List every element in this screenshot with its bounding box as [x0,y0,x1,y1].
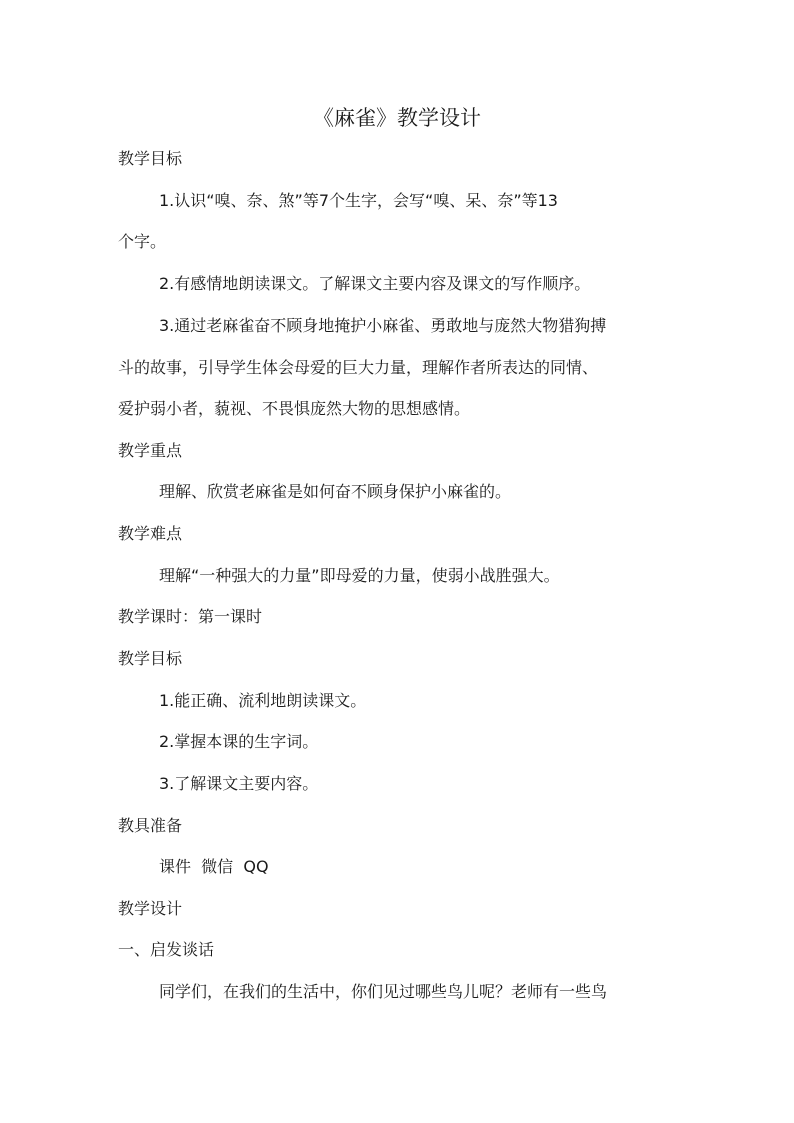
lesson-objective-3: 3.了解课文主要内容。 [159,774,319,793]
objective-3-line-2: 斗的故事，引导学生体会母爱的巨大力量，理解作者所表达的同情、 [118,358,599,377]
objective-1-line-1: 1.认识“嗅、奈、煞”等7个生字，会写“嗅、呆、奈”等13 [159,191,558,210]
difficulties-text: 理解“一种强大的力量”即母爱的力量，使弱小战胜强大。 [159,566,560,585]
heading-key-points: 教学重点 [118,441,183,460]
objective-1-line-2: 个字。 [118,232,167,251]
lesson-objective-1: 1.能正确、流利地朗读课文。 [159,691,367,710]
heading-teaching-aids: 教具准备 [118,816,183,835]
heading-teaching-objectives: 教学目标 [118,149,183,168]
teaching-aids-text: 课件 微信 QQ [159,857,269,876]
document-title: 《麻雀》教学设计 [313,106,481,130]
lesson-objective-2: 2.掌握本课的生字词。 [159,732,319,751]
objective-2: 2.有感情地朗读课文。了解课文主要内容及课文的写作顺序。 [159,274,591,293]
section-1-heading: 一、启发谈话 [118,940,215,959]
objective-3-line-3: 爱护弱小者，藐视、不畏惧庞然大物的思想感情。 [118,399,471,418]
section-1-text: 同学们，在我们的生活中，你们见过哪些鸟儿呢？老师有一些鸟 [159,982,608,1001]
heading-teaching-design: 教学设计 [118,899,183,918]
heading-lesson-objectives: 教学目标 [118,649,183,668]
heading-lesson-period: 教学课时：第一课时 [118,607,263,626]
key-points-text: 理解、欣赏老麻雀是如何奋不顾身保护小麻雀的。 [159,482,512,501]
objective-3-line-1: 3.通过老麻雀奋不顾身地掩护小麻雀、勇敢地与庞然大物猎狗搏 [159,316,607,335]
heading-difficulties: 教学难点 [118,524,183,543]
